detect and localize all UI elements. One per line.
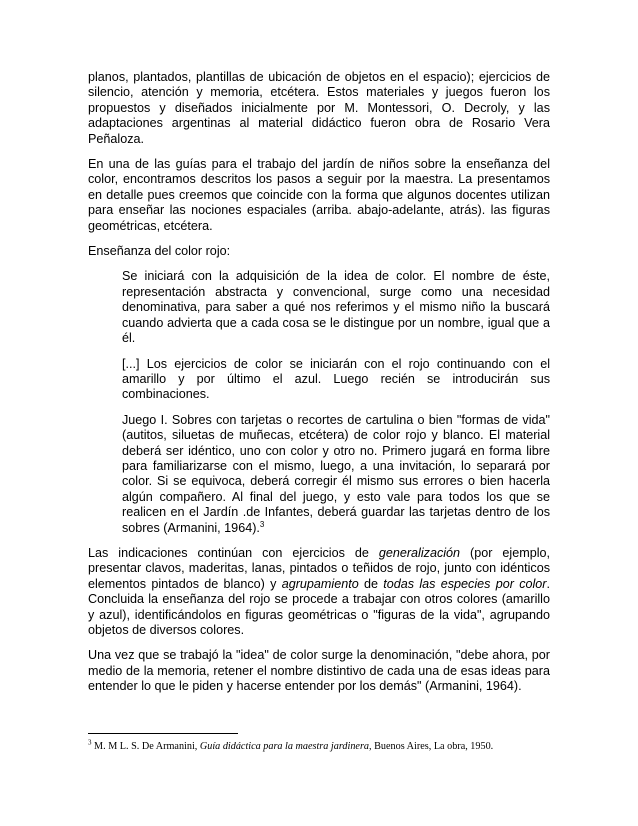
- footnote-title: Guía didáctica para la maestra jardinera,: [199, 741, 372, 752]
- quote-2: [...] Los ejercicios de color se iniciarán con el rojo continuando con el amarillo y por último el azul. Luego recién se introducirán sus combinaciones.: [122, 356, 550, 402]
- p4-text-a: Las indicaciones continúan con ejercicios de: [88, 545, 379, 560]
- paragraph-1: planos, plantados, plantillas de ubicación de objetos en el espacio); ejercicios de silencio, atención y memoria, etcétera. Estos materiales y juegos fueron los propuestos y diseñados inicialmente por M. Montessori, O. Decroly, y las adaptaciones argentinas al material didáctico fueron obra de Rosario Vera Peñaloza.: [88, 70, 550, 146]
- paragraph-4: [88, 546, 550, 638]
- paragraph-2: En una de las guías para el trabajo del jardín de niños sobre la enseñanza del color, encontramos descritos los pasos a seguir por la maestra. La presentamos en detalle pues creemos que coincide con la forma que algunos docentes utilizan para enseñar las nociones espaciales (arriba. abajo-adelante, atrás). las figuras geométricas, etcétera.: [88, 157, 550, 233]
- footnote-number: 3: [88, 738, 92, 747]
- footnote-author: M. M L. S. De Armanini,: [91, 741, 200, 752]
- p4-emphasis-agrupamiento: agrupamiento: [281, 576, 359, 591]
- quote-1: Se iniciará con la adquisición de la idea de color. El nombre de éste, representación abstracta y convencional, surge como una necesidad denominativa, para saber a qué nos referimos y el mismo niño la buscará cuando advierta que a cada cosa se le distingue por un nombre, igual que a él.: [122, 269, 550, 346]
- footnote-reference: 3: [259, 519, 265, 529]
- footnote: [88, 740, 558, 753]
- section-heading: Enseñanza del color rojo:: [88, 244, 231, 259]
- body-text: [88, 70, 550, 705]
- p4-emphasis-especies: todas las especies por color: [383, 576, 547, 591]
- footnote-publisher: Buenos Aires, La obra, 1950.: [371, 741, 494, 752]
- footnote-divider: [88, 733, 238, 734]
- p4-text-g: . Concluida la enseñanza del rojo se procede a trabajar con otros colores (amarillo y azul), identificándolos en figuras geométricas o "figuras de la vida", agrupando objetos de diversos colores.: [88, 576, 550, 637]
- quote-3-text: Juego I. Sobres con tarjetas o recortes de cartulina o bien "formas de vida" (autitos, siluetas de muñecas, etcétera) de color rojo y blanco. El material deberá ser idéntico, uno con color y otro no. Primero jugará en forma libre para familiarizarse con el mismo, luego, a una invitación, lo separará por color. Si se equivoca, deberá corregir él mismo sus errores o bien hacerla algún compañero. Al final del juego, y esto vale para todos los que se realicen en el Jardín .de Infantes, deberá guardar las tarjetas dentro de los sobres (Armanini, 1964).: [122, 412, 550, 535]
- p4-emphasis-generalizacion: generalización: [378, 545, 461, 560]
- paragraph-5: Una vez que se trabajó la "idea" de color surge la denominación, "debe ahora, por medio de la memoria, retener el nombre distintivo de cada una de esas ideas para entender lo que le piden y hacerse entender por los demás" (Armanini, 1964).: [88, 648, 550, 694]
- p4-text-c: (por ejemplo, presentar clavos, maderitas, lanas, pintados o teñidos de rojo, junto con idénticos elementos pintados de blanco) y: [88, 545, 550, 591]
- p4-text-e: de: [358, 576, 384, 591]
- quote-3: [122, 413, 550, 536]
